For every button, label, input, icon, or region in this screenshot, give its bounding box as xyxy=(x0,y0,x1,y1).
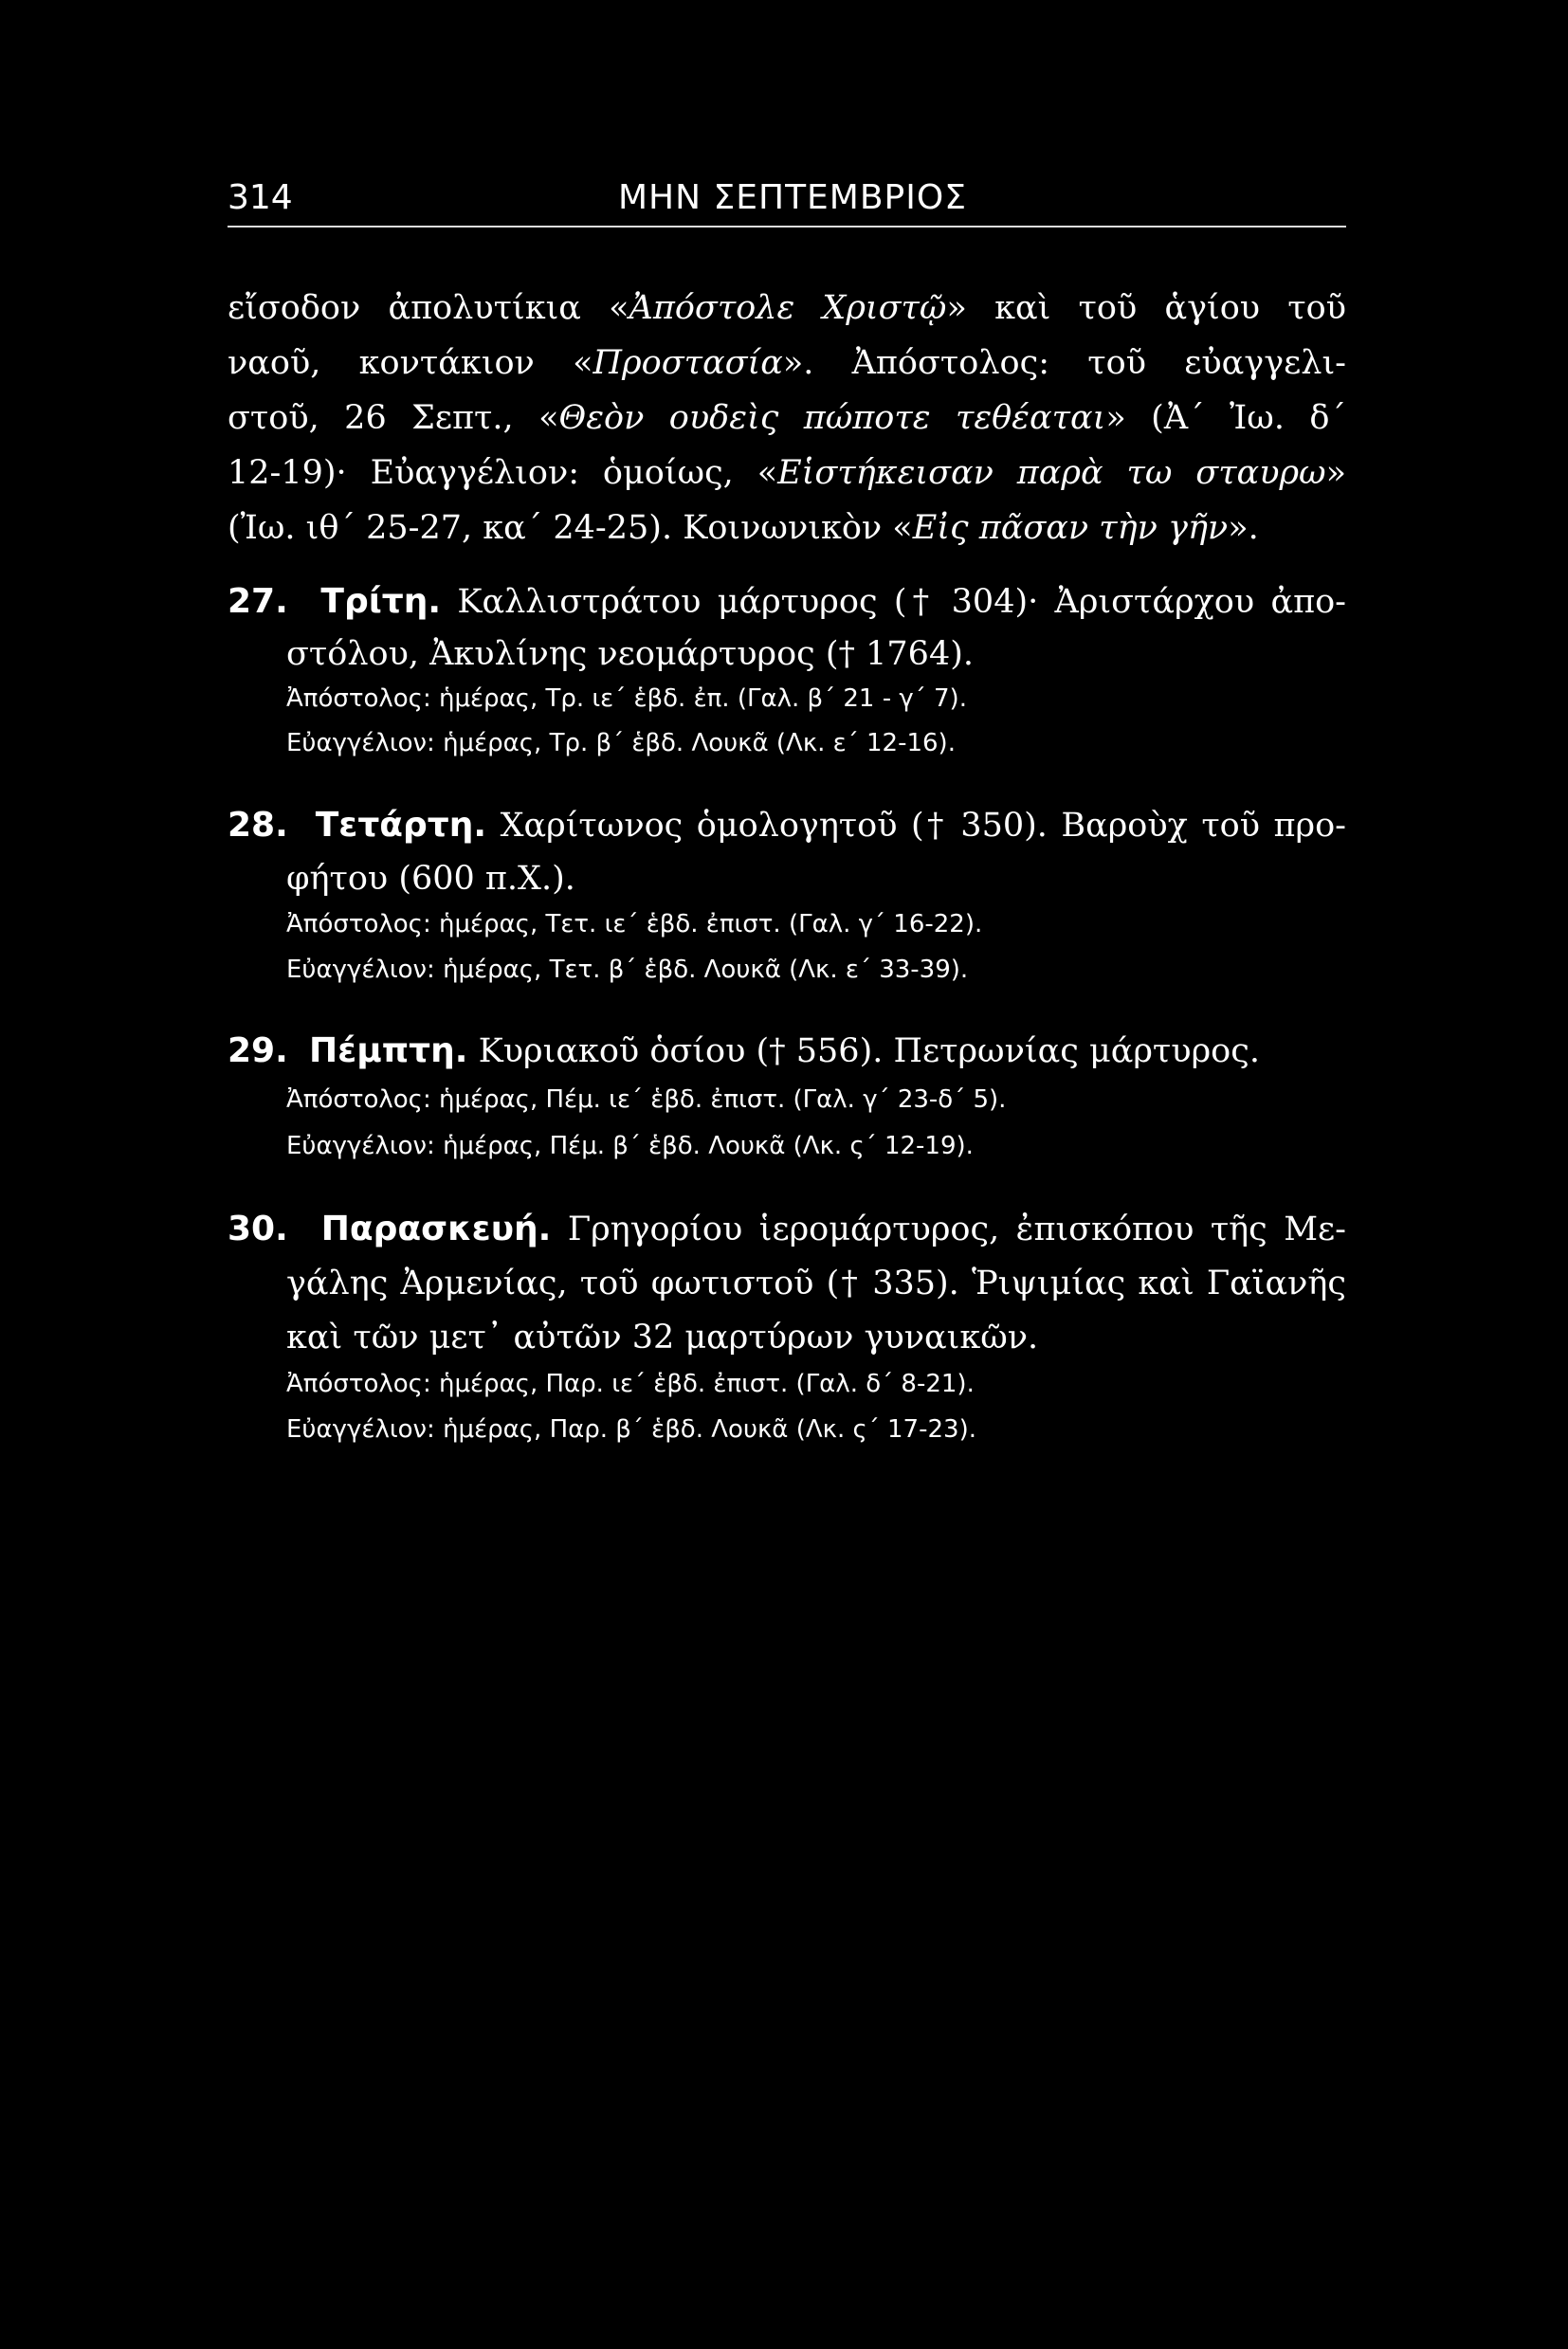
entry-30-line-1: 30. Παρασκευή. Γρηγορίου ἱερομάρτυρος, ἐπισκόπου τῆς Με- xyxy=(228,1210,1346,1248)
entry-27-apostolos: Ἀπόστολος: ἡμέρας, Τρ. ιε΄ ἑβδ. ἐπ. (Γαλ. β΄ 21 - γ΄ 7). xyxy=(286,684,967,713)
entry-30-line-2: γάλης Ἀρμενίας, τοῦ φωτιστοῦ († 335). Ῥιψιμίας καὶ Γαϊανῆς xyxy=(286,1265,1346,1302)
entry-30-evangelion: Εὐαγγέλιον: ἡμέρας, Παρ. β΄ ἑβδ. Λουκᾶ (Λκ. ς΄ 17-23). xyxy=(286,1415,976,1444)
intro-line-4: 12-19)· Εὐαγγέλιον: ὁμοίως, «Εἱστήκεισαν παρὰ τω σταυρω» xyxy=(228,454,1347,492)
entry-28-apostolos: Ἀπόστολος: ἡμέρας, Τετ. ιε΄ ἑβδ. ἐπιστ. (Γαλ. γ΄ 16-22). xyxy=(286,910,983,938)
running-title: ΜΗΝ ΣΕΠΤΕΜΒΡΙΟΣ xyxy=(618,178,967,217)
entry-27-evangelion: Εὐαγγέλιον: ἡμέρας, Τρ. β΄ ἑβδ. Λουκᾶ (Λκ. ε΄ 12-16). xyxy=(286,729,956,757)
entry-27-line-2: στόλου, Ἀκυλίνης νεομάρτυρος († 1764). xyxy=(286,635,975,673)
entry-29-apostolos: Ἀπόστολος: ἡμέρας, Πέμ. ιε΄ ἑβδ. ἐπιστ. (Γαλ. γ΄ 23-δ΄ 5). xyxy=(286,1085,1007,1114)
intro-line-2: ναοῦ, κοντάκιον «Προστασία». Ἀπόστολος: τοῦ εὐαγγελι- xyxy=(228,344,1346,382)
entry-29-evangelion: Εὐαγγέλιον: ἡμέρας, Πέμ. β΄ ἑβδ. Λουκᾶ (Λκ. ς΄ 12-19). xyxy=(286,1132,974,1160)
intro-line-3: στοῦ, 26 Σεπτ., «Θεὸν ουδεὶς πώποτε τεθέαται» (Ἀ΄ Ἰω. δ΄ xyxy=(228,399,1346,437)
entry-27-line-1: 27. Τρίτη. Καλλιστράτου μάρτυρος († 304)· Ἀριστάρχου ἀπο- xyxy=(228,582,1346,621)
entry-28-line-2: φήτου (600 π.Χ.). xyxy=(286,860,575,898)
page-header xyxy=(228,171,1346,228)
entry-30-apostolos: Ἀπόστολος: ἡμέρας, Παρ. ιε΄ ἑβδ. ἐπιστ. (Γαλ. δ΄ 8-21). xyxy=(286,1370,975,1398)
entry-29-line-1: 29. Πέμπτη. Κυριακοῦ ὁσίου († 556). Πετρωνίας μάρτυρος. xyxy=(228,1031,1260,1070)
intro-line-5: (Ἰω. ιθ΄ 25-27, κα΄ 24-25). Κοινωνικὸν «Εἰς πᾶσαν τὴν γῆν». xyxy=(228,509,1259,547)
entry-30-line-3: καὶ τῶν μετ᾽ αὐτῶν 32 μαρτύρων γυναικῶν. xyxy=(286,1319,1039,1357)
entry-28-line-1: 28. Τετάρτη. Χαρίτωνος ὁμολογητοῦ († 350). Βαροὺχ τοῦ προ- xyxy=(228,806,1346,845)
entry-28-evangelion: Εὐαγγέλιον: ἡμέρας, Τετ. β΄ ἑβδ. Λουκᾶ (Λκ. ε΄ 33-39). xyxy=(286,956,969,984)
intro-line-1: εἴσοδον ἀπολυτίκια «Ἀπόστολε Χριστῷ» καὶ τοῦ ἁγίου τοῦ xyxy=(228,289,1346,327)
page-number: 314 xyxy=(228,178,293,217)
